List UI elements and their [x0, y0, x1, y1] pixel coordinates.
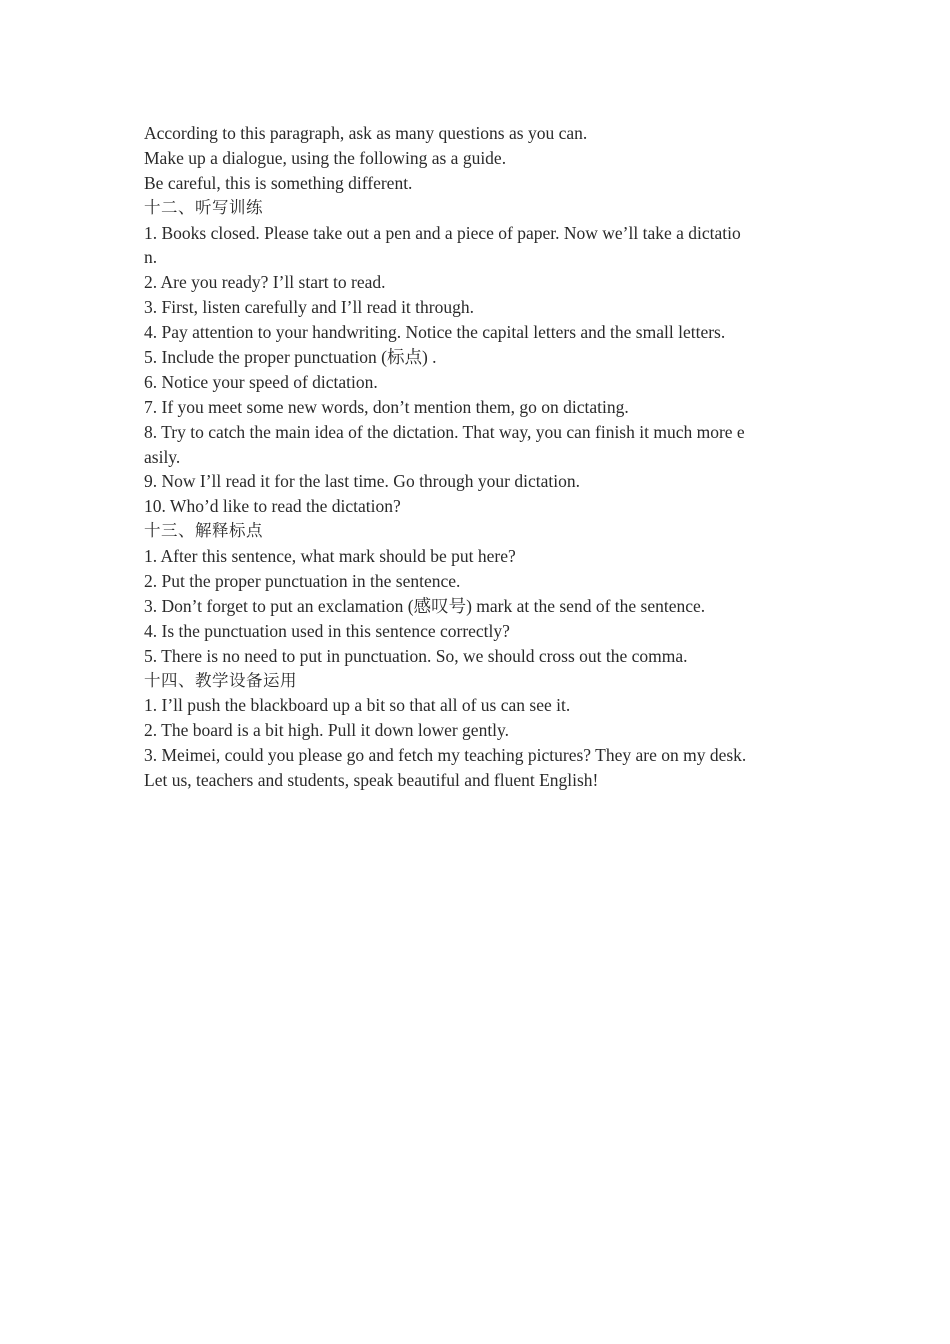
text-line: 2. Are you ready? I’ll start to read. — [144, 272, 386, 293]
text-line: 3. First, listen carefully and I’ll read it through. — [144, 297, 474, 318]
text-line: 1. Books closed. Please take out a pen and a piece of paper. Now we’ll take a dictatio — [144, 222, 741, 243]
text-line: 3. Meimei, could you please go and fetch my teaching pictures? They are on my desk. — [144, 745, 747, 766]
text-line: Be careful, this is something different. — [144, 172, 413, 193]
text-line: n. — [144, 247, 158, 268]
document-body — [144, 121, 809, 793]
text-line: 4. Is the punctuation used in this sentence correctly? — [144, 620, 510, 641]
section-heading-12: 十二、听写训练 — [144, 197, 263, 217]
text-line: Make up a dialogue, using the following as a guide. — [144, 147, 507, 168]
text-line: 1. After this sentence, what mark should be put here? — [144, 546, 516, 567]
text-line: 3. Don’t forget to put an exclamation (感叹号) mark at the send of the sentence. — [144, 595, 706, 616]
text-line: 7. If you meet some new words, don’t mention them, go on dictating. — [144, 396, 629, 417]
text-line: 5. There is no need to put in punctuation. So, we should cross out the comma. — [144, 645, 688, 666]
text-line: 8. Try to catch the main idea of the dictation. That way, you can finish it much more e — [144, 421, 745, 442]
text-line: 9. Now I’ll read it for the last time. Go through your dictation. — [144, 471, 580, 492]
text-line: asily. — [144, 446, 181, 467]
text-line: Let us, teachers and students, speak beautiful and fluent English! — [144, 770, 599, 791]
text-line: 2. Put the proper punctuation in the sentence. — [144, 571, 461, 592]
text-line: 6. Notice your speed of dictation. — [144, 371, 378, 392]
text-line: 1. I’ll push the blackboard up a bit so that all of us can see it. — [144, 695, 571, 716]
text-line: 2. The board is a bit high. Pull it down lower gently. — [144, 720, 510, 741]
text-line: 4. Pay attention to your handwriting. Notice the capital letters and the small letters. — [144, 322, 726, 343]
section-heading-13: 十三、解释标点 — [144, 521, 263, 541]
text-line: 10. Who’d like to read the dictation? — [144, 496, 401, 517]
text-line: According to this paragraph, ask as many questions as you can. — [144, 123, 588, 143]
text-line: 5. Include the proper punctuation (标点) . — [144, 347, 437, 368]
section-heading-14: 十四、教学设备运用 — [144, 670, 297, 690]
